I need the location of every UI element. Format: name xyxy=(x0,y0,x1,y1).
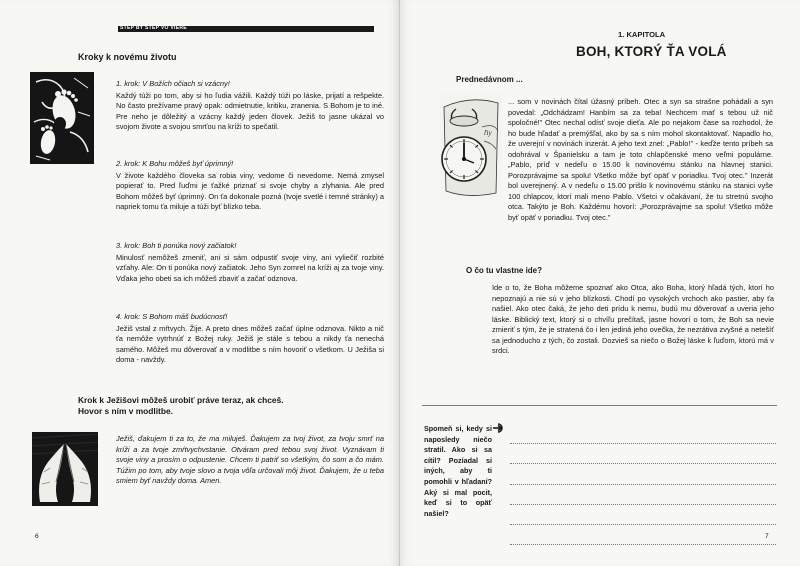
step-3 xyxy=(116,241,384,284)
step-4-title: 4. krok: S Bohom máš budúcnosť! xyxy=(116,312,228,321)
reflection-prompt: Spomeň si, kedy si naposledy niečo stratil. Ako si sa cítil? Pozíadal si iných, aby ti pomohli v hľadaní? Aký si mal pocit, keď si to opäť našiel? xyxy=(424,424,492,518)
answer-line[interactable] xyxy=(510,444,776,464)
intro-heading: Prednedávnom ... xyxy=(456,75,523,84)
right-arrow-icon xyxy=(492,423,505,433)
clock-illustration xyxy=(440,93,502,201)
step-3-title: 3. krok: Boh ti ponúka nový začiatok! xyxy=(116,241,237,250)
series-banner xyxy=(118,26,374,32)
page-number-left: 6 xyxy=(35,533,39,540)
invitation-line-2: Hovor s ním v modlitbe. xyxy=(78,406,173,416)
footprints-illustration xyxy=(30,72,94,164)
step-2 xyxy=(116,159,384,213)
answer-line[interactable] xyxy=(510,505,776,525)
step-4-text: Ježiš vstal z mŕtvych. Žije. A preto dnes môžeš začať úplne odznova. Nikto a nič ťa nemôže vytrhnúť z Božej ruky. Ježiš je stále s tebou a nikdy ťa nenechá samého. Môžeš mu dôverovať a v modlitbe s ním hovoriť o všetkom. U Ježiša si doma - navždy. xyxy=(116,323,384,364)
step-1-title: 1. krok: V Božích očiach si vzácny! xyxy=(116,79,230,88)
step-1-text: Každý túži po tom, aby si ho ľudia vážili. Každý túži po láske, prijatí a rešpekte. No často prežívame pravý opak: odmietnutie, kritiku, zranenia. S Bohom je to iné. Pre neho je dôležitý a vzácny každý jeden človek. Ježiš to jasne ukázal vo svojom živote a svojou smrťou na kríži to spečatil. xyxy=(116,90,384,131)
invitation-heading xyxy=(78,395,378,417)
question-heading: O čo tu vlastne ide? xyxy=(466,266,543,275)
invitation-line-1: Krok k Ježišovi môžeš urobiť práve teraz, ak chceš. xyxy=(78,395,284,405)
answer-text: Ide o to, že Boha môžeme spoznať ako Otca, ako Boha, ktorý hľadá tých, ktorí ho nepoznajú a nie sú v jeho blízkosti. Chodí po vysokých vrchoch ako pastier, aby ťa našiel. Ako otec čaká, že jeho deti prídu k nemu, budú mu dôverovať a uveria jeho láske. Biblický text, ktorý si o chvíľu prečítaš, jasne hovorí o tom, že Boh sa nevie zmieriť s tým, že je stratená čo i len jediná jeho ovečka, že nezrátiva zvyšné a netešíť sa jednoducho z tých, čo zostali. Dozvieš sa niečo o Božej láske k ľuďom, ktorú má v srdci. xyxy=(492,283,774,355)
page-number-right: 7 xyxy=(765,533,769,540)
right-page xyxy=(400,0,800,566)
series-banner-text: STEP BY STEP VO VIERE xyxy=(120,25,187,31)
chapter-title: BOH, KTORÝ ŤA VOLÁ xyxy=(576,44,727,59)
answer-line[interactable] xyxy=(510,464,776,484)
step-2-title: 2. krok: K Bohu môžeš byť úprimný! xyxy=(116,159,234,168)
steps-heading: Kroky k novému životu xyxy=(78,52,177,62)
praying-hands-illustration xyxy=(32,432,98,506)
section-divider xyxy=(422,405,777,406)
step-3-text: Minulosť nemôžeš zmeniť, ani si sám odpustiť svoje viny, ani vyliečiť rozbité vzťahy. Ale: On ti ponúka nový začiatok. Jeho Syn zomrel na kríži aj za tvoje viny. Vďaka jeho obeti sa ich môžeš zbaviť a začať odznova. xyxy=(116,252,384,283)
step-4 xyxy=(116,312,384,366)
chapter-label: 1. KAPITOLA xyxy=(618,30,666,39)
clock-sign-text: ľiy xyxy=(484,129,492,137)
answer-line[interactable] xyxy=(510,424,776,444)
answer-line[interactable] xyxy=(510,525,776,545)
step-1 xyxy=(116,79,384,133)
answer-line[interactable] xyxy=(510,485,776,505)
prayer-text: Ježiš, ďakujem ti za to, že ma miluješ. Ďakujem za tvoj život, za tvoju smrť na kríži a za tvoje zmŕtvychvstanie. Otváram pred tebou svoj život. Vyznávam ti svoje viny a prosím o odpustenie. Chcem ti patriť so všetkým, čo som a čo mám. Túžim po tom, aby tvoje slovo a tvoja vôľa určovali môj život. Ďakujem, že u teba smiem byť navždy doma. Amen. xyxy=(116,434,384,485)
story-text: ... som v novinách čítal úžasný príbeh. Otec a syn sa strašne pohádali a syn povedal: „Odchádzam! Hanbím sa za teba! Nechcem mať s tebou už nič spoločné!" Otec nechal odísť svoje dieťa. Ale po nejakom čase sa rozhodol, že ho bude hľadať a premýšľal, ako by sa s ním mohol skontaktovať. Napadlo ho, že uverejní v novinách inzerát. A jeho text znel: „Pablo!" - keďže tento príbeh sa odohrával v Španielsku a tam je toto chlapčenské meno veľmi populárne. „Pablo, príď v nedeľu o 15.00 k novinovému stánku na hlavnej stanici. Porozprávajme sa spolu! Všetko môže byť opäť v poriadku. Tvoj otec." Inzerát bol uverejnený. A v nedeľu o 15.00 prišlo k novinovému stánku na stanici vyše 100 chlapcov, ktorí mali meno Pablo. Všetci v očakávaní, že tu stretnú svojho otca. Takýto je Boh. Každému hovorí: „Porozprávajme sa spolu! Všetko môže byť opäť v poriadku. Tvoj otec." xyxy=(508,97,773,222)
step-2-text: V živote každého človeka sa robia viny, vedome či nevedome. Nemá zmysel popierať to. Pred ľuďmi je ťažké priznať si svoje chyby a zlyhania. Ale pred Bohom môžeš byť úprimný. On ťa dokonale pozná (tvoje svetlé i temné stránky) a napriek tomu ťa miluje a túži byť blízko teba. xyxy=(116,170,384,211)
answer-lines xyxy=(510,424,776,545)
